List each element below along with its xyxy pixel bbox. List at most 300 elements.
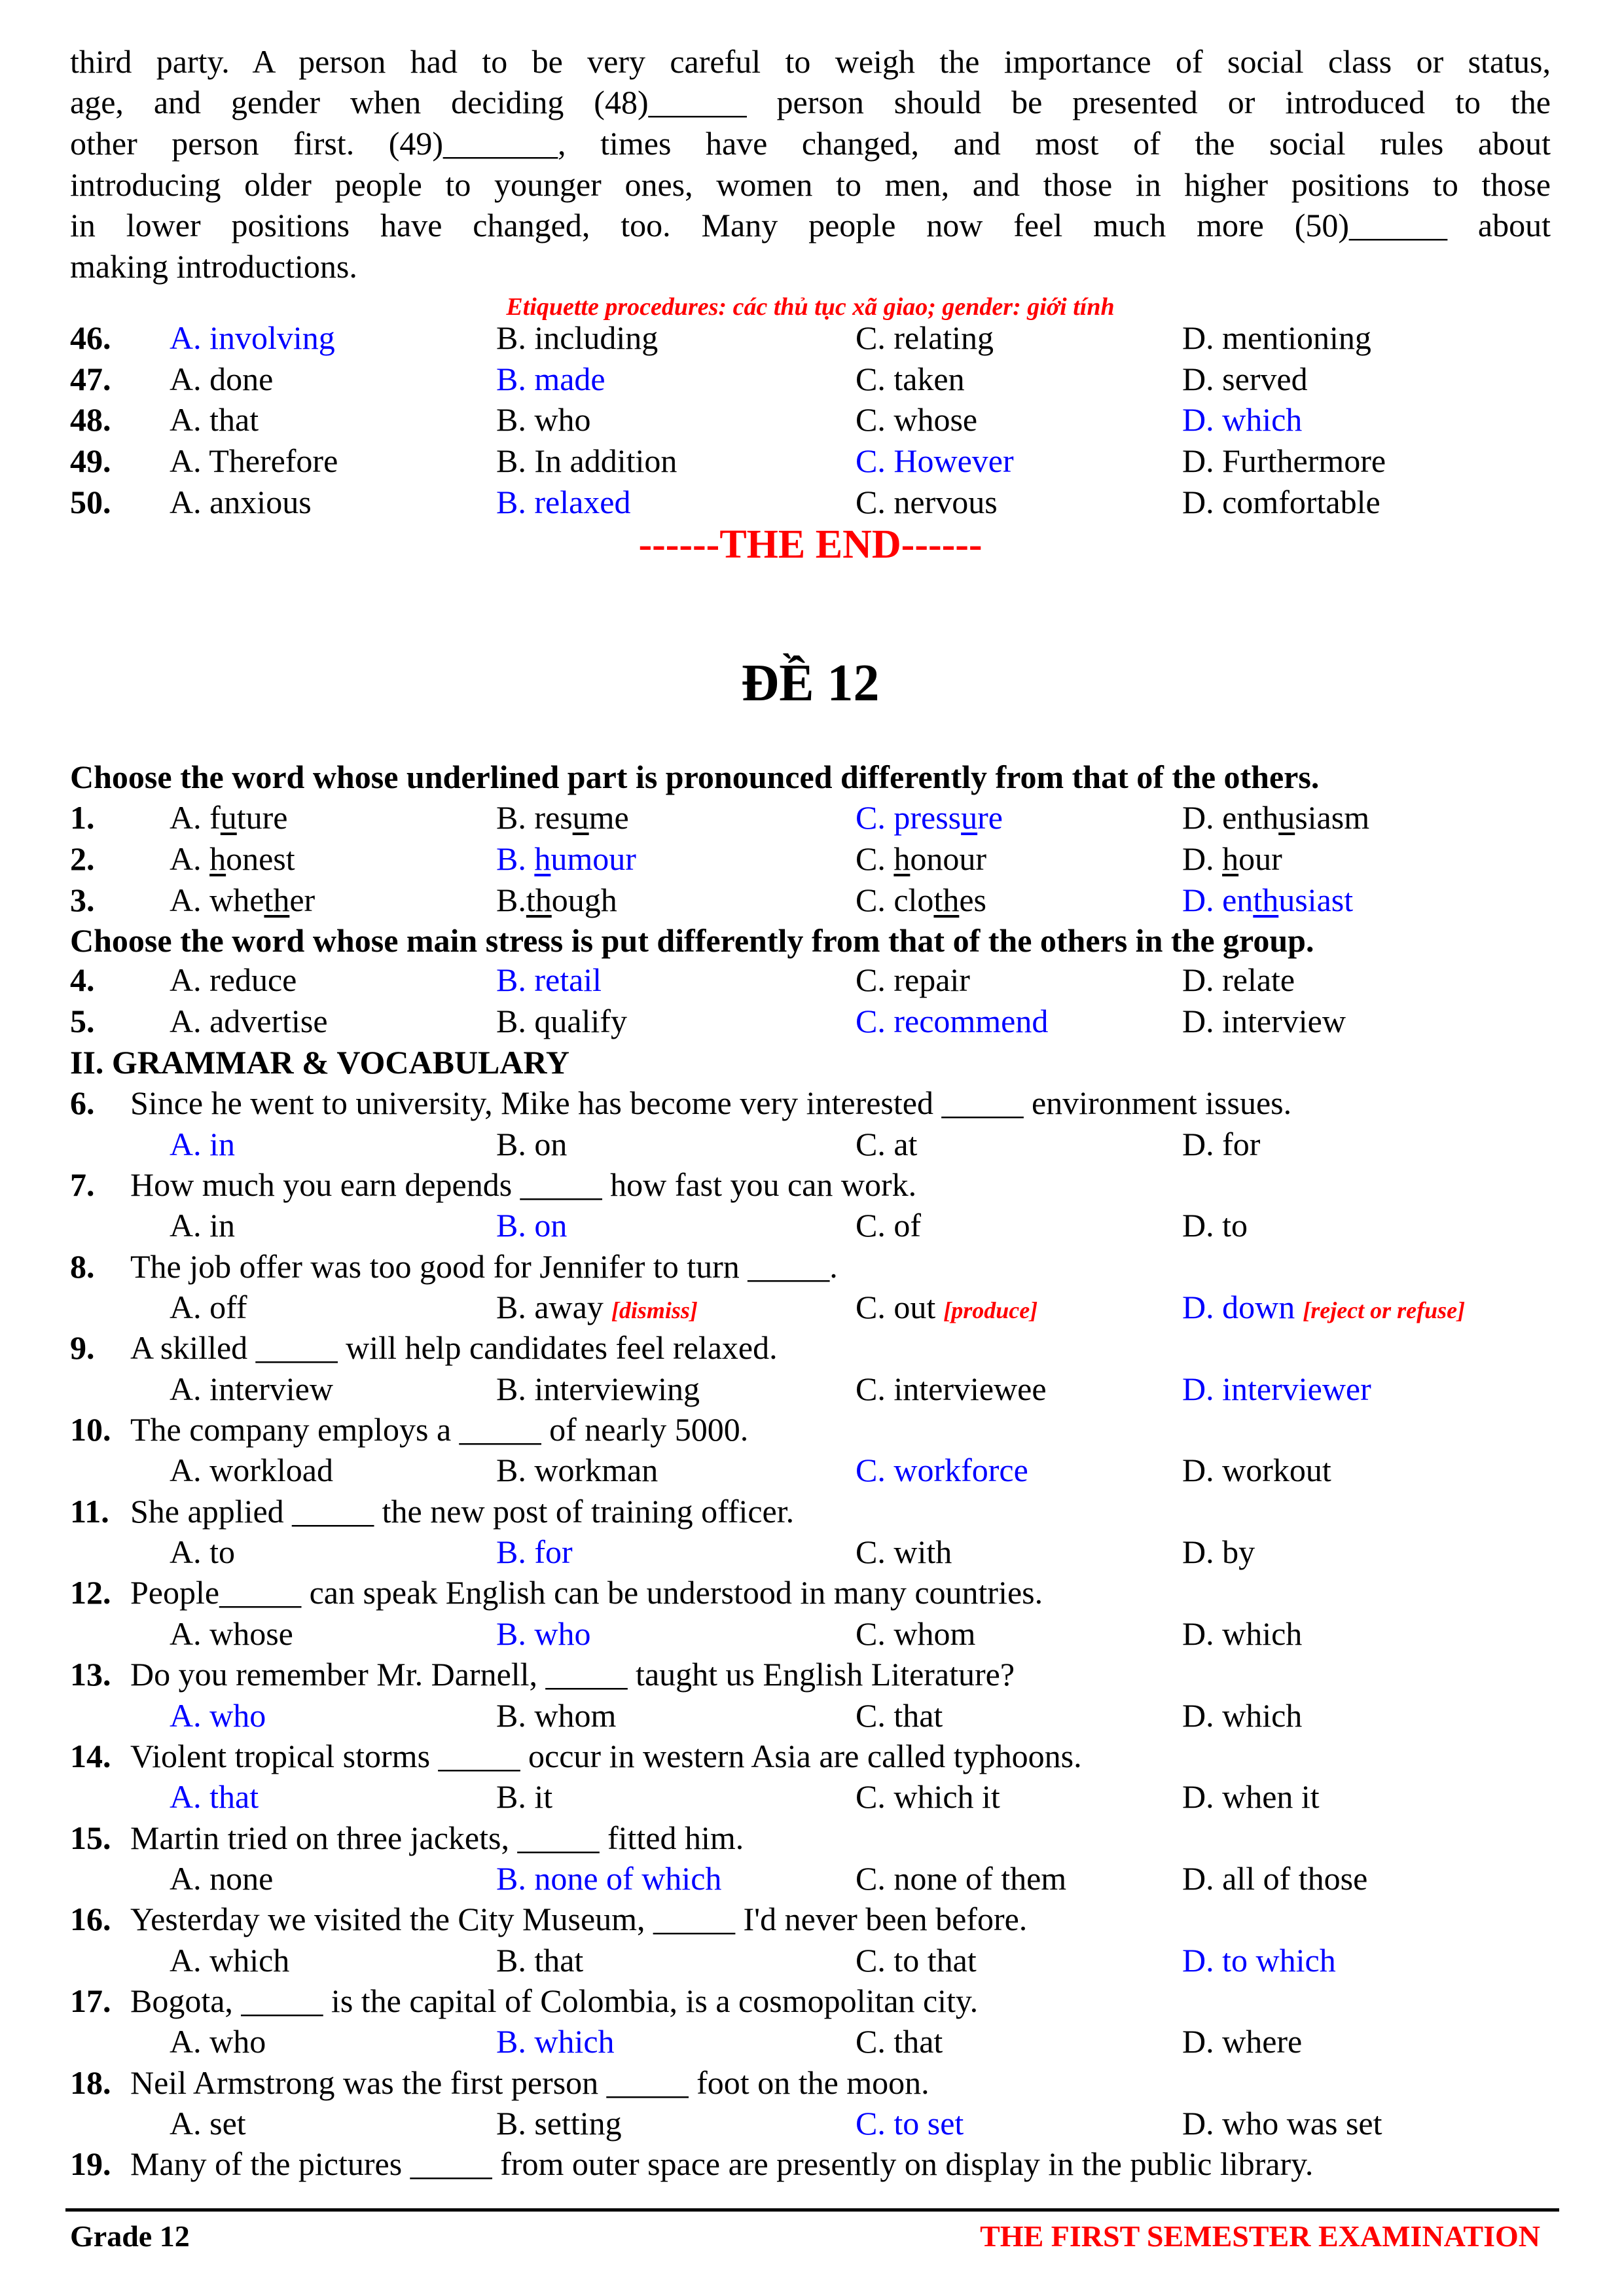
question-stem: She applied _____ the new post of training officer. [130,1492,795,1530]
answer-option[interactable] [496,1532,573,1572]
answer-option[interactable] [856,440,1014,481]
answer-option[interactable] [170,1858,273,1899]
option-underlined-part: u [572,799,589,836]
option-text: A. off [170,1288,247,1325]
answer-option[interactable] [856,1001,1048,1041]
answer-option[interactable] [1182,2103,1382,2144]
question-row [70,1695,1551,1736]
option-underlined-part: h [893,840,911,877]
option-underlined-part: th [1253,881,1279,918]
answer-option[interactable] [170,1695,266,1736]
answer-option[interactable] [496,1450,658,1490]
option-text: C. relating [856,319,994,357]
question-stem-row [70,1491,1551,1532]
section-heading-pronunciation: Choose the word whose underlined part is pronounced differently from that of the others. [70,758,1320,795]
question-stem: Bogota, _____ is the capital of Colombia, is a cosmopolitan city. [130,1982,979,2020]
answer-option[interactable] [170,1001,328,1041]
question-stem: Many of the pictures _____ from outer space are presently on display in the public library. [130,2145,1314,2183]
question-row [70,1776,1551,1817]
option-text-prefix: A. f [170,799,221,836]
answer-option[interactable] [856,1287,1038,1331]
question-row [70,1124,1551,1164]
question-stem-row [70,1654,1551,1695]
option-text: C. interviewee [856,1370,1047,1407]
option-text-prefix: B. [496,881,526,918]
answer-option[interactable] [170,960,297,1000]
passage-line: making introductions. [70,247,357,285]
option-text: B. on [496,1125,568,1162]
question-number: 10. [70,1411,111,1448]
question-row [70,1940,1551,1981]
answer-option[interactable] [856,399,977,440]
option-text-suffix: siasm [1295,799,1370,836]
answer-option[interactable] [496,797,629,838]
answer-option[interactable] [496,317,658,358]
question-number: 19. [70,2145,111,2183]
answer-option[interactable] [856,1450,1028,1490]
answer-option[interactable] [856,1613,975,1654]
option-text: D. when it [1182,1778,1320,1816]
question-row [70,317,1551,358]
option-text: B. none of which [496,1859,722,1897]
option-text: A. in [170,1207,235,1244]
answer-option[interactable] [1182,440,1386,481]
option-text: B. who [496,401,591,439]
answer-option[interactable] [496,359,605,399]
question-number: 9. [70,1329,95,1367]
option-text: C. none of them [856,1859,1067,1897]
option-text: A. that [170,401,259,439]
option-text-suffix: our [1238,840,1282,877]
option-text: B. qualify [496,1003,627,1040]
passage-line: third party. A person had to be very careful to weigh the importance of social class or status, [70,43,1551,80]
question-stem: Martin tried on three jackets, _____ fitted him. [130,1819,744,1856]
option-text: D. mentioning [1182,319,1371,357]
question-stem-row [70,1899,1551,1939]
answer-option[interactable] [496,1001,627,1041]
question-row [70,838,1551,879]
question-number: 11. [70,1492,109,1530]
question-row [70,1613,1551,1654]
option-text: D. all of those [1182,1859,1368,1897]
answer-option[interactable] [496,399,590,440]
option-text-suffix: me [588,799,629,836]
option-underlined-part: h [534,840,551,877]
option-text-suffix: er [289,881,316,918]
passage-line: introducing older people to younger ones, women to men, and those in higher positions to those [70,166,1551,203]
question-row [70,359,1551,399]
question-row [70,440,1551,481]
option-text: A. involving [170,319,335,357]
option-text: A. who [170,2023,266,2060]
answer-option[interactable] [856,1124,917,1164]
option-underlined-part: th [933,881,960,918]
option-text: D. where [1182,2023,1303,2060]
option-text: D. for [1182,1125,1261,1162]
answer-option[interactable] [496,880,617,920]
answer-option[interactable] [170,880,315,920]
question-stem: The company employs a _____ of nearly 5000. [130,1411,749,1448]
answer-option[interactable] [496,1613,590,1654]
question-number: 5. [70,1003,95,1040]
question-number: 7. [70,1166,95,1203]
vocab-note: Etiquette procedures: các thủ tục xã giao; gender: giới tính [506,293,1115,321]
exam-title: ĐỀ 12 [741,654,880,712]
answer-option[interactable] [496,1205,567,1246]
question-row [70,399,1551,440]
option-text: C. of [856,1207,921,1244]
question-stem-row [70,2144,1551,2184]
answer-option[interactable] [170,1532,235,1572]
question-stem-row [70,1572,1551,1613]
question-number: 13. [70,1656,111,1693]
answer-option[interactable] [1182,2021,1302,2062]
answer-option[interactable] [856,359,965,399]
option-text-prefix: C. clo [856,881,934,918]
answer-option[interactable] [496,2103,622,2144]
option-underlined-part: th [526,881,552,918]
option-text: D. to [1182,1207,1248,1244]
answer-option[interactable] [170,317,335,358]
passage-line: in lower positions have changed, too. Many people now feel much more (50)______ about [70,207,1551,244]
answer-option[interactable] [170,838,295,879]
answer-option[interactable] [170,1613,293,1654]
option-text: D. workout [1182,1452,1331,1489]
footer-exam-title: THE FIRST SEMESTER EXAMINATION [980,2219,1540,2253]
question-stem: Violent tropical storms _____ occur in western Asia are called typhoons. [130,1737,1082,1774]
answer-option[interactable] [1182,1776,1320,1817]
option-text-suffix: onour [910,840,987,877]
question-number: 18. [70,2064,111,2101]
question-stem-row [70,1409,1551,1450]
question-stem: Neil Armstrong was the first person _____ foot on the moon. [130,2064,929,2101]
question-stem: People_____ can speak English can be understood in many countries. [130,1574,1043,1611]
answer-option[interactable] [856,797,1003,838]
option-text-prefix: A. [170,840,210,877]
option-text: A. set [170,2105,246,2142]
option-text: D. which [1182,1615,1303,1652]
answer-option[interactable] [1182,1450,1331,1490]
answer-option[interactable] [496,1124,567,1164]
question-row [70,1532,1551,1572]
answer-option[interactable] [1182,317,1371,358]
passage-line: age, and gender when deciding (48)______ person should be presented or introduced to the [70,84,1551,121]
option-text: B. workman [496,1452,659,1489]
option-text-prefix: B. [496,840,535,877]
question-number: 49. [70,442,111,480]
answer-option[interactable] [170,482,312,522]
answer-option[interactable] [1182,880,1353,920]
answer-option[interactable] [496,838,636,879]
answer-option[interactable] [1182,399,1302,440]
option-underlined-part: u [1278,799,1295,836]
question-number: 15. [70,1819,111,1856]
option-text: C. at [856,1125,918,1162]
option-text: D. served [1182,360,1308,397]
option-text-prefix: C. [856,840,894,877]
answer-option[interactable] [856,482,998,522]
option-text: C. workforce [856,1452,1028,1489]
answer-option[interactable] [1182,1532,1255,1572]
footer-divider [65,2208,1559,2212]
question-number: 8. [70,1247,95,1285]
answer-option[interactable] [1182,1940,1336,1981]
question-row [70,482,1551,522]
question-row [70,1858,1551,1899]
answer-option[interactable] [1182,1369,1371,1409]
option-text-prefix: D. enth [1182,799,1279,836]
option-text: B. who [496,1615,591,1652]
question-number: 1. [70,799,95,836]
option-text-prefix: B. res [496,799,573,836]
option-text: B. relaxed [496,483,631,520]
option-text: C. taken [856,360,965,397]
option-text: A. done [170,360,274,397]
option-text-suffix: umour [550,840,636,877]
question-number: 50. [70,483,111,520]
question-stem: Do you remember Mr. Darnell, _____ taught us English Literature? [130,1656,1015,1693]
answer-option[interactable] [856,1858,1066,1899]
option-text: D. who was set [1182,2105,1382,2142]
option-text: A. interview [170,1370,333,1407]
question-stem-row [70,1736,1551,1776]
question-number: 46. [70,319,111,357]
option-text: D. which [1182,401,1303,439]
question-stem-row [70,1083,1551,1123]
answer-option[interactable] [1182,1613,1302,1654]
answer-option[interactable] [1182,1858,1367,1899]
option-text: C. to that [856,1941,977,1979]
option-text-suffix: ture [236,799,288,836]
option-underlined-part: u [220,799,237,836]
answer-option[interactable] [856,1776,1000,1817]
option-text-prefix: A. whe [170,881,264,918]
option-text: C. recommend [856,1003,1049,1040]
question-row [70,2021,1551,2062]
option-text: B. away [496,1288,604,1325]
answer-option[interactable] [496,1369,700,1409]
question-number: 4. [70,961,95,999]
option-text: B. for [496,1534,573,1571]
question-stem-row [70,2062,1551,2103]
option-text: B. which [496,2023,615,2060]
question-number: 48. [70,401,111,439]
question-number: 6. [70,1085,95,1122]
option-underlined-part: th [264,881,290,918]
question-row [70,1287,1551,1327]
option-text: A. Therefore [170,442,338,480]
option-text: B. whom [496,1696,617,1734]
question-number: 47. [70,360,111,397]
answer-option[interactable] [496,1695,616,1736]
answer-option[interactable] [856,1369,1047,1409]
option-text: A. whose [170,1615,293,1652]
option-text: A. workload [170,1452,333,1489]
question-row [70,960,1551,1000]
question-stem-row [70,1818,1551,1858]
answer-option[interactable] [170,359,273,399]
option-text-prefix: C. press [856,799,962,836]
answer-option[interactable] [496,960,602,1000]
section-heading-stress: Choose the word whose main stress is put differently from that of the others in the group. [70,922,1314,960]
answer-option[interactable] [856,1940,977,1981]
option-underlined-part: h [209,840,226,877]
option-text-suffix: ough [551,881,617,918]
answer-option[interactable] [496,482,630,522]
answer-option[interactable] [170,1776,259,1817]
answer-option[interactable] [1182,359,1308,399]
question-number: 2. [70,840,95,877]
option-text: A. in [170,1125,235,1162]
option-text: A. that [170,1778,259,1816]
option-text: C. whose [856,401,978,439]
question-number: 17. [70,1982,111,2020]
option-text: B. that [496,1941,584,1979]
option-text: A. who [170,1696,266,1734]
answer-option[interactable] [1182,1205,1248,1246]
answer-option[interactable] [170,1940,289,1981]
answer-option[interactable] [856,1532,952,1572]
option-text: A. reduce [170,961,297,999]
question-row [70,1001,1551,1041]
question-row [70,1205,1551,1246]
option-text: D. Furthermore [1182,442,1386,480]
option-text: D. interviewer [1182,1370,1371,1407]
option-text-suffix: re [977,799,1003,836]
option-text-prefix: D. [1182,840,1223,877]
option-text: D. which [1182,1696,1303,1734]
question-number: 14. [70,1737,111,1774]
option-text: A. to [170,1534,235,1571]
question-row [70,797,1551,838]
answer-option[interactable] [1182,1001,1346,1041]
option-text: B. on [496,1207,568,1244]
answer-option[interactable] [856,1695,943,1736]
answer-option[interactable] [1182,797,1369,838]
answer-option[interactable] [1182,1124,1260,1164]
answer-option[interactable] [1182,838,1282,879]
answer-option[interactable] [170,440,338,481]
answer-option[interactable] [1182,1695,1302,1736]
question-row [70,2103,1551,2144]
question-row [70,1369,1551,1409]
answer-option[interactable] [1182,1287,1465,1331]
footer-grade: Grade 12 [70,2219,190,2253]
option-text: D. interview [1182,1003,1346,1040]
option-text: B. it [496,1778,553,1816]
option-underlined-part: h [1222,840,1239,877]
option-text: B. made [496,360,605,397]
option-note: [produce] [943,1297,1038,1323]
option-text-suffix: usiast [1278,881,1354,918]
answer-option[interactable] [856,960,970,1000]
answer-option[interactable] [496,1940,583,1981]
option-text: C. to set [856,2105,964,2142]
answer-option[interactable] [856,317,994,358]
answer-option[interactable] [170,2021,266,2062]
question-stem: Yesterday we visited the City Museum, _____ I'd never been before. [130,1901,1028,1938]
option-text: D. down [1182,1288,1295,1325]
answer-option[interactable] [856,2021,943,2062]
answer-option[interactable] [496,440,677,481]
question-stem-row [70,1327,1551,1368]
answer-option[interactable] [496,1776,552,1817]
section-heading-grammar: II. GRAMMAR & VOCABULARY [70,1043,569,1081]
answer-option[interactable] [856,1205,921,1246]
answer-option[interactable] [170,797,288,838]
option-text-suffix: es [959,881,986,918]
question-stem: A skilled _____ will help candidates feel relaxed. [130,1329,778,1367]
question-row [70,880,1551,920]
question-stem: Since he went to university, Mike has become very interested _____ environment issues. [130,1085,1292,1122]
answer-option[interactable] [1182,960,1295,1000]
passage-line: other person first. (49)_______, times have changed, and most of the social rules about [70,125,1551,162]
answer-option[interactable] [856,838,986,879]
answer-option[interactable] [170,1450,333,1490]
option-text: C. repair [856,961,970,999]
option-text: D. comfortable [1182,483,1380,520]
option-underlined-part: u [961,799,978,836]
question-stem-row [70,1246,1551,1287]
option-text: A. anxious [170,483,312,520]
option-text: B. including [496,319,659,357]
option-text: B. interviewing [496,1370,700,1407]
answer-option[interactable] [170,1369,333,1409]
option-text: A. none [170,1859,274,1897]
option-text: B. In addition [496,442,677,480]
option-note: [reject or refuse] [1303,1297,1466,1323]
answer-option[interactable] [496,1287,698,1331]
option-text: C. that [856,1696,943,1734]
answer-option[interactable] [856,2103,964,2144]
question-number: 12. [70,1574,111,1611]
answer-option[interactable] [170,2103,246,2144]
option-text: B. retail [496,961,602,999]
option-text: C. that [856,2023,943,2060]
option-text: D. by [1182,1534,1255,1571]
option-text: D. to which [1182,1941,1336,1979]
question-number: 3. [70,881,95,918]
question-stem-row [70,1164,1551,1205]
option-note: [dismiss] [611,1297,698,1323]
option-text: A. advertise [170,1003,328,1040]
option-text: C. out [856,1288,936,1325]
answer-option[interactable] [170,1124,235,1164]
question-number: 16. [70,1901,111,1938]
option-text: C. with [856,1534,952,1571]
answer-option[interactable] [170,1287,247,1327]
option-text: C. whom [856,1615,976,1652]
option-text: B. setting [496,2105,622,2142]
answer-option[interactable] [170,1205,235,1246]
question-row [70,1450,1551,1490]
option-text: C. nervous [856,483,998,520]
question-stem: How much you earn depends _____ how fast you can work. [130,1166,917,1203]
answer-option[interactable] [170,399,259,440]
option-text: A. which [170,1941,290,1979]
option-text: D. relate [1182,961,1295,999]
option-text-suffix: onest [226,840,295,877]
answer-option[interactable] [496,2021,615,2062]
the-end-banner: ------THE END------ [638,522,983,567]
answer-option[interactable] [1182,482,1380,522]
option-text-prefix: D. en [1182,881,1254,918]
answer-option[interactable] [496,1858,721,1899]
question-stem: The job offer was too good for Jennifer to turn _____. [130,1247,838,1285]
option-text: C. However [856,442,1014,480]
question-stem-row [70,1981,1551,2021]
answer-option[interactable] [856,880,986,920]
